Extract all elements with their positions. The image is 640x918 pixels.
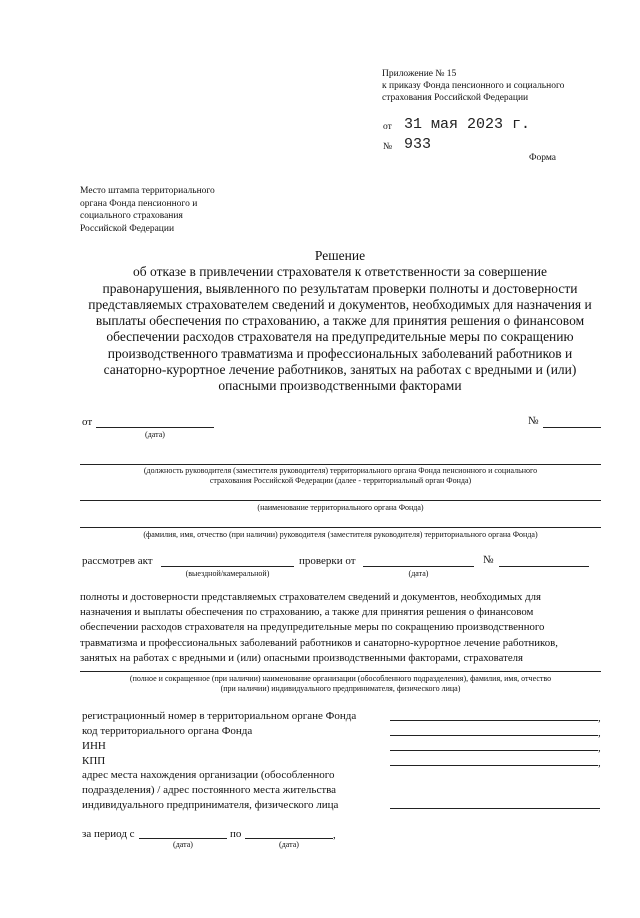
paragraph-line: обеспечении расходов страхователя на предупредительные меры по сокращению производственного xyxy=(80,621,545,634)
caption-line: страхования Российской Федерации (далее - территориальный орган Фонда) xyxy=(209,476,472,485)
address-line: подразделения) / адрес постоянного места жительства xyxy=(82,784,337,796)
stamp-place xyxy=(80,185,280,235)
act-type-caption: (выездной/камеральной) xyxy=(185,569,270,578)
period-from-label: за период с xyxy=(82,828,135,840)
form-label: Форма xyxy=(529,153,557,163)
appendix-number-value: 933 xyxy=(404,136,432,153)
date-field[interactable] xyxy=(96,427,214,428)
check-date-caption: (дата) xyxy=(408,569,429,578)
title-line: опасными производственными факторами xyxy=(218,378,462,394)
appendix-org: страхования Российской Федерации xyxy=(382,93,529,103)
act-number-field[interactable] xyxy=(499,566,589,567)
inn-label: ИНН xyxy=(82,740,106,752)
reg-number-comma: , xyxy=(598,712,601,724)
period-to-caption: (дата) xyxy=(279,840,299,849)
title-line: выплаты обеспечения по страхованию, а также для принятия решения о финансовом xyxy=(95,313,585,329)
title-line: правонарушения, выявленного по результатам проверки полноты и достоверности xyxy=(102,280,578,296)
address-label xyxy=(82,768,338,813)
address-field[interactable] xyxy=(390,808,600,809)
document-title xyxy=(60,248,620,395)
org-code-label: код территориального органа Фонда xyxy=(82,725,253,737)
main-paragraph xyxy=(80,590,640,666)
org-code-comma: , xyxy=(598,727,601,739)
title-line: санаторно-курортное лечение работников, занятых на работах с вредными и (или) xyxy=(103,362,577,378)
insurer-name-field[interactable] xyxy=(80,671,601,672)
inn-comma: , xyxy=(598,742,601,754)
period-end-comma: , xyxy=(333,829,336,841)
title-line: представляемых страхователем сведений и документов, необходимых для назначения и xyxy=(88,296,592,312)
paragraph-line: травматизма и профессиональных заболеваний работников и санаторно-курортное лечение работников, xyxy=(80,636,558,649)
date-caption: (дата) xyxy=(145,430,165,439)
appendix-date-prefix: от xyxy=(383,122,392,132)
check-date-field[interactable] xyxy=(363,566,474,567)
stamp-line-4: Российской Федерации xyxy=(80,223,175,234)
head-position-field[interactable] xyxy=(80,464,601,465)
address-line: индивидуального предпринимателя, физического лица xyxy=(82,799,339,811)
appendix-date-value: 31 мая 2023 г. xyxy=(404,116,531,133)
from-label: от xyxy=(82,416,93,428)
appendix-title: Приложение № 15 xyxy=(382,69,457,79)
period-to-field[interactable] xyxy=(245,838,333,839)
paragraph-line: полноты и достоверности представляемых страхователем сведений и документов, необходимых для xyxy=(80,591,541,603)
org-code-field[interactable] xyxy=(390,735,598,736)
act-number-label: № xyxy=(483,554,494,566)
address-line: адрес места нахождения организации (обособленного xyxy=(82,769,335,781)
insurer-name-caption xyxy=(80,674,601,694)
caption-line: (должность руководителя (заместителя руководителя) территориального органа Фонда пенсионного и социального xyxy=(143,466,538,475)
head-fio-field[interactable] xyxy=(80,527,601,528)
check-from-label: проверки от xyxy=(299,555,356,567)
org-name-field[interactable] xyxy=(80,500,601,501)
appendix-order-ref: к приказу Фонда пенсионного и социального xyxy=(382,81,565,91)
paragraph-line: занятых на работах с вредными и (или) опасными производственными факторами, страхователя xyxy=(80,651,524,664)
caption-line: (полное и сокращенное (при наличии) наименование организации (обособленного подразделения), фамилия, имя, отчество xyxy=(129,674,552,683)
inn-field[interactable] xyxy=(390,750,598,751)
kpp-label: КПП xyxy=(82,755,106,767)
head-position-caption xyxy=(80,466,601,486)
appendix-number-prefix: № xyxy=(383,142,393,152)
stamp-line-1: Место штампа территориального xyxy=(80,186,215,196)
number-label: № xyxy=(528,415,539,427)
act-type-field[interactable] xyxy=(161,566,294,567)
title-heading: Решение xyxy=(314,248,366,263)
stamp-line-3: социального страхования xyxy=(80,211,183,221)
period-to-label: по xyxy=(230,828,242,840)
title-line: обеспечении расходов страхователя на предупредительные меры по сокращению xyxy=(106,329,574,345)
reviewed-act-label: рассмотрев акт xyxy=(82,555,153,567)
reg-number-field[interactable] xyxy=(390,720,598,721)
period-from-caption: (дата) xyxy=(173,840,193,849)
org-name-caption: (наименование территориального органа Фонда) xyxy=(257,503,424,512)
period-from-field[interactable] xyxy=(139,838,227,839)
kpp-comma: , xyxy=(598,757,601,769)
kpp-field[interactable] xyxy=(390,765,598,766)
stamp-line-2: органа Фонда пенсионного и xyxy=(80,198,198,209)
head-fio-caption: (фамилия, имя, отчество (при наличии) руководителя (заместителя руководителя) территориального органа Фонда) xyxy=(143,530,538,539)
title-line: об отказе в привлечении страхователя к ответственности за совершение xyxy=(133,264,547,280)
appendix-block xyxy=(382,68,622,104)
title-line: производственного травматизма и профессиональных заболеваний работников и xyxy=(107,345,573,361)
number-field[interactable] xyxy=(543,427,601,428)
reg-number-label: регистрационный номер в территориальном органе Фонда xyxy=(82,710,357,722)
paragraph-line: назначения и выплаты обеспечения по страхованию, а также для принятия решения о финансовом xyxy=(80,606,534,619)
caption-line: (при наличии) индивидуального предпринимателя, физического лица) xyxy=(220,684,461,693)
